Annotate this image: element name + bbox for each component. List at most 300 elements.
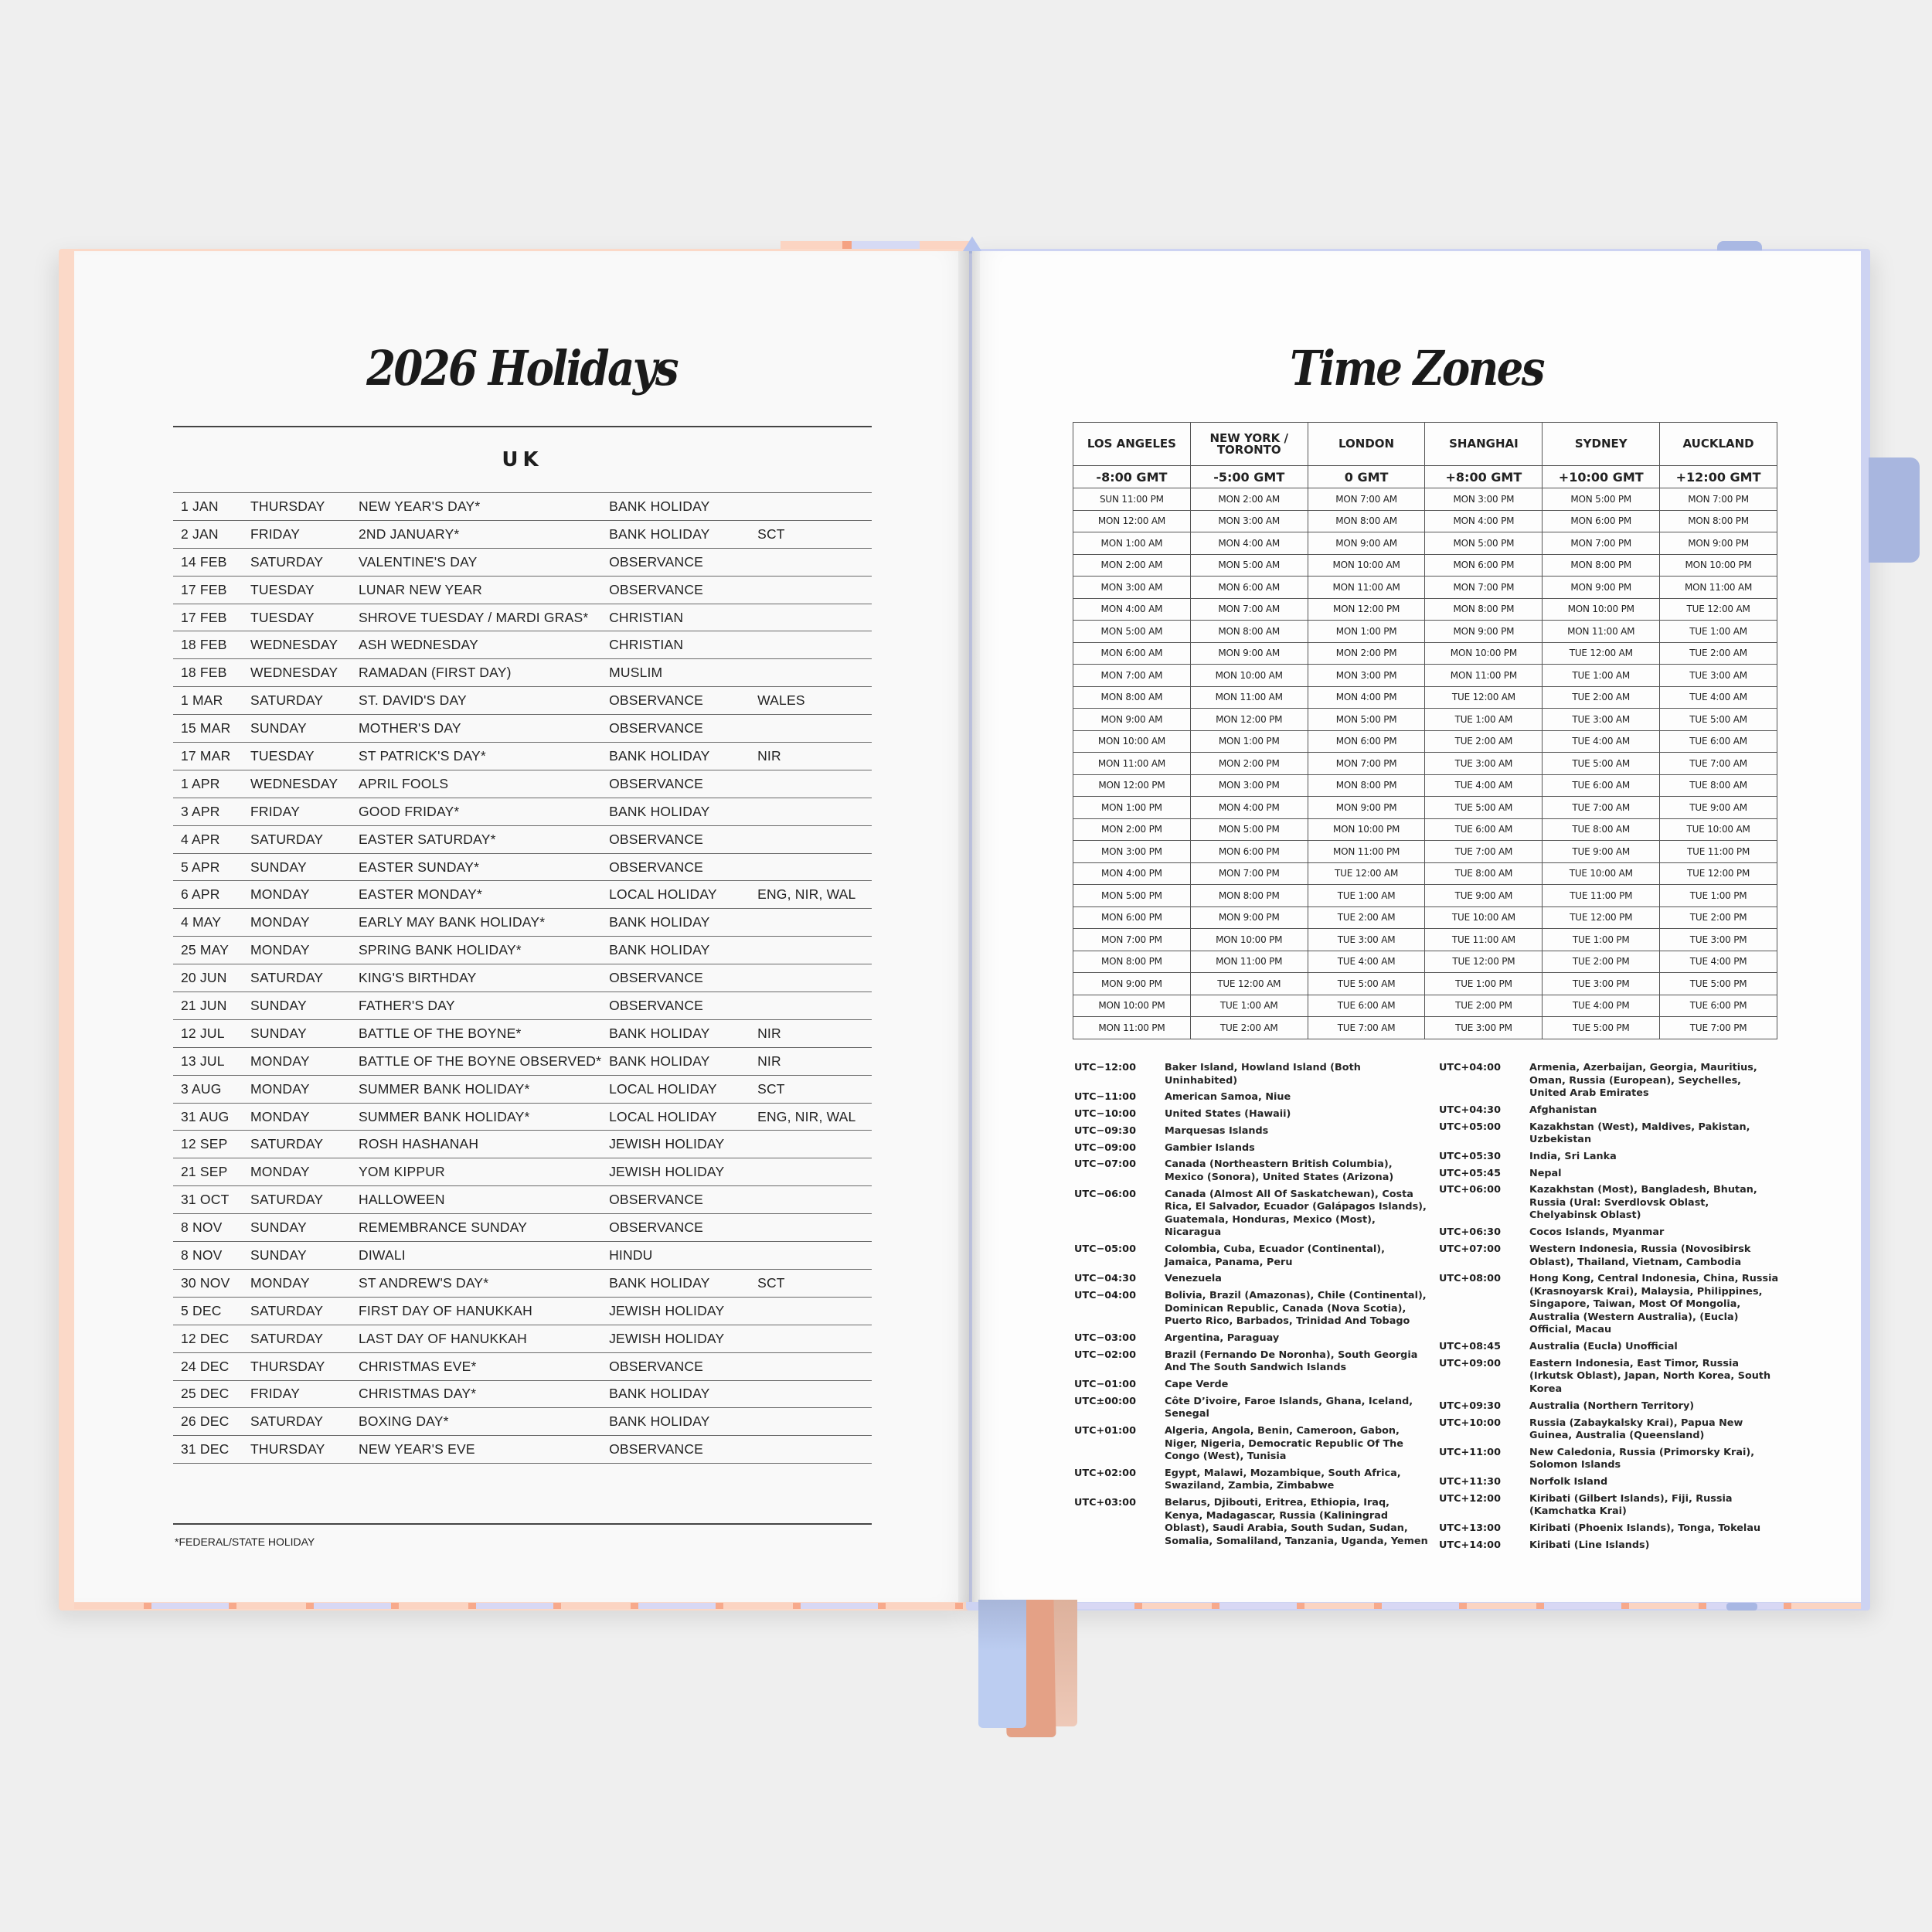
holiday-region: SCT [750, 1269, 872, 1297]
holiday-weekday: MONDAY [243, 937, 351, 964]
holiday-date: 1 JAN [173, 493, 243, 521]
utc-places: Afghanistan [1529, 1104, 1597, 1116]
holiday-name: KING'S BIRTHDAY [351, 964, 601, 992]
utc-entry [1074, 1290, 1430, 1328]
holiday-region [750, 1408, 872, 1436]
time-cell: TUE 5:00 AM [1308, 973, 1425, 995]
holiday-row [173, 1131, 872, 1158]
holiday-type: BANK HOLIDAY [601, 743, 750, 770]
holiday-weekday: SATURDAY [243, 825, 351, 853]
time-cell: TUE 8:00 AM [1425, 862, 1543, 885]
holiday-weekday: SUNDAY [243, 1214, 351, 1242]
time-cell: MON 9:00 AM [1308, 532, 1425, 555]
time-row [1073, 1017, 1777, 1039]
time-cell: TUE 6:00 AM [1660, 730, 1777, 753]
holiday-date: 24 DEC [173, 1352, 243, 1380]
time-cell: MON 9:00 PM [1543, 577, 1660, 599]
time-cell: MON 5:00 PM [1425, 532, 1543, 555]
utc-entry [1439, 1341, 1779, 1354]
holiday-region: SCT [750, 1075, 872, 1103]
time-cell: TUE 12:00 PM [1660, 862, 1777, 885]
time-cell: TUE 2:00 AM [1660, 642, 1777, 665]
time-cell: MON 11:00 PM [1308, 841, 1425, 863]
holiday-row [173, 715, 872, 743]
utc-places: India, Sri Lanka [1529, 1150, 1617, 1162]
holiday-row [173, 992, 872, 1020]
time-cell: TUE 2:00 PM [1660, 906, 1777, 929]
holiday-weekday: MONDAY [243, 881, 351, 909]
utc-places: Kiribati (Phoenix Islands), Tonga, Tokelau [1529, 1522, 1761, 1535]
holiday-name: LUNAR NEW YEAR [351, 576, 601, 604]
holiday-type: OBSERVANCE [601, 1352, 750, 1380]
time-cell: TUE 5:00 AM [1425, 797, 1543, 819]
book-spine [958, 251, 980, 1602]
holiday-date: 31 DEC [173, 1436, 243, 1464]
holiday-name: VALENTINE'S DAY [351, 548, 601, 576]
holiday-name: YOM KIPPUR [351, 1158, 601, 1186]
utc-offset: UTC+01:00 [1074, 1425, 1136, 1437]
holiday-date: 1 MAR [173, 687, 243, 715]
holiday-weekday: MONDAY [243, 1269, 351, 1297]
time-cell: MON 7:00 AM [1190, 598, 1308, 621]
holiday-name: ST PATRICK'S DAY* [351, 743, 601, 770]
time-cell: TUE 1:00 PM [1425, 973, 1543, 995]
holiday-type: JEWISH HOLIDAY [601, 1131, 750, 1158]
time-cell: MON 7:00 PM [1190, 862, 1308, 885]
utc-offset: UTC−07:00 [1074, 1158, 1136, 1171]
time-cell: MON 2:00 AM [1073, 554, 1191, 577]
time-row [1073, 973, 1777, 995]
utc-entry [1074, 1125, 1430, 1138]
utc-entry [1439, 1062, 1779, 1100]
time-cell: TUE 7:00 AM [1660, 753, 1777, 775]
holiday-name: REMEMBRANCE SUNDAY [351, 1214, 601, 1242]
holiday-name: BATTLE OF THE BOYNE OBSERVED* [351, 1047, 601, 1075]
utc-offset: UTC−04:30 [1074, 1273, 1136, 1285]
utc-places: Armenia, Azerbaijan, Georgia, Mauritius, Oman, Russia (European), Seychelles, United Arab Emirates [1529, 1062, 1757, 1099]
holiday-weekday: FRIDAY [243, 520, 351, 548]
utc-entry [1439, 1417, 1779, 1443]
holiday-type: OBSERVANCE [601, 715, 750, 743]
time-cell: TUE 3:00 PM [1543, 973, 1660, 995]
utc-places: Colombia, Cuba, Ecuador (Continental), Jamaica, Panama, Peru [1165, 1243, 1385, 1268]
holiday-region [750, 1436, 872, 1464]
time-cell: MON 8:00 PM [1425, 598, 1543, 621]
holiday-name: GOOD FRIDAY* [351, 798, 601, 825]
time-cell: MON 2:00 PM [1308, 642, 1425, 665]
utc-entry [1074, 1108, 1430, 1121]
holiday-name: LAST DAY OF HANUKKAH [351, 1325, 601, 1352]
holiday-name: 2ND JANUARY* [351, 520, 601, 548]
utc-offset: UTC+04:30 [1439, 1104, 1501, 1116]
holiday-date: 6 APR [173, 881, 243, 909]
time-row [1073, 642, 1777, 665]
holiday-name: FATHER'S DAY [351, 992, 601, 1020]
time-cell: MON 10:00 PM [1308, 818, 1425, 841]
utc-offset: UTC−06:00 [1074, 1188, 1136, 1200]
holiday-type: BANK HOLIDAY [601, 1408, 750, 1436]
utc-entry [1439, 1539, 1779, 1553]
time-cell: MON 6:00 AM [1190, 577, 1308, 599]
time-cell: MON 11:00 PM [1425, 665, 1543, 687]
time-cell: MON 6:00 PM [1425, 554, 1543, 577]
time-cell: TUE 2:00 AM [1425, 730, 1543, 753]
holiday-name: SHROVE TUESDAY / MARDI GRAS* [351, 604, 601, 631]
holiday-row [173, 909, 872, 937]
holiday-row [173, 1214, 872, 1242]
time-cell: TUE 12:00 AM [1308, 862, 1425, 885]
holiday-date: 15 MAR [173, 715, 243, 743]
country-heading: UK [502, 448, 543, 471]
holiday-date: 12 JUL [173, 1019, 243, 1047]
holiday-row [173, 604, 872, 631]
time-cell: MON 4:00 PM [1425, 510, 1543, 532]
holiday-date: 1 APR [173, 770, 243, 798]
holiday-type: BANK HOLIDAY [601, 909, 750, 937]
utc-places: Belarus, Djibouti, Eritrea, Ethiopia, Iraq, Kenya, Madagascar, Russia (Kaliningrad Oblast), Saudi Arabia, South Sudan, Sudan, Somalia, Somaliland, Tanzania, Uganda, Yemen [1165, 1497, 1428, 1547]
time-cell: MON 3:00 PM [1425, 488, 1543, 511]
time-cell: TUE 1:00 AM [1308, 885, 1425, 907]
utc-offset: UTC+06:00 [1439, 1184, 1501, 1196]
time-cell: TUE 2:00 AM [1543, 686, 1660, 709]
holiday-date: 12 SEP [173, 1131, 243, 1158]
gmt-offset: +10:00 GMT [1543, 466, 1660, 488]
holiday-date: 31 OCT [173, 1186, 243, 1214]
holiday-date: 25 DEC [173, 1380, 243, 1408]
holiday-weekday: SATURDAY [243, 1186, 351, 1214]
time-cell: MON 8:00 AM [1073, 686, 1191, 709]
utc-places: Kiribati (Gilbert Islands), Fiji, Russia (Kamchatka Krai) [1529, 1492, 1733, 1518]
holiday-type: OBSERVANCE [601, 1186, 750, 1214]
utc-entry [1439, 1476, 1779, 1489]
time-cell: TUE 7:00 PM [1660, 1017, 1777, 1039]
time-cell: MON 11:00 PM [1190, 951, 1308, 973]
utc-offset: UTC−11:00 [1074, 1091, 1136, 1104]
holiday-name: DIWALI [351, 1242, 601, 1270]
time-row [1073, 665, 1777, 687]
holiday-region [750, 770, 872, 798]
holiday-name: CHRISTMAS EVE* [351, 1352, 601, 1380]
time-row [1073, 774, 1777, 797]
utc-offset: UTC+11:30 [1439, 1476, 1501, 1488]
time-cell: TUE 5:00 AM [1660, 709, 1777, 731]
time-cell: TUE 3:00 AM [1425, 753, 1543, 775]
holiday-region [750, 1325, 872, 1352]
holiday-region: NIR [750, 743, 872, 770]
holiday-region [750, 548, 872, 576]
holiday-weekday: SATURDAY [243, 687, 351, 715]
holiday-weekday: SUNDAY [243, 992, 351, 1020]
holiday-date: 8 NOV [173, 1214, 243, 1242]
utc-entry [1439, 1522, 1779, 1536]
utc-places: Brazil (Fernando De Noronha), South Georgia And The South Sandwich Islands [1165, 1349, 1418, 1374]
holiday-region [750, 604, 872, 631]
time-cell: TUE 2:00 AM [1190, 1017, 1308, 1039]
utc-entry [1439, 1358, 1779, 1396]
page-edge-bottom-left [74, 1603, 963, 1609]
holiday-row [173, 1047, 872, 1075]
time-cell: TUE 11:00 AM [1425, 929, 1543, 951]
holiday-type: BANK HOLIDAY [601, 1269, 750, 1297]
holiday-weekday: MONDAY [243, 1075, 351, 1103]
utc-entry [1439, 1226, 1779, 1240]
time-cell: MON 5:00 AM [1190, 554, 1308, 577]
utc-entry [1074, 1158, 1430, 1184]
time-cell: TUE 10:00 AM [1425, 906, 1543, 929]
holiday-weekday: SUNDAY [243, 1019, 351, 1047]
holiday-row [173, 1186, 872, 1214]
holiday-row [173, 770, 872, 798]
holiday-type: CHRISTIAN [601, 604, 750, 631]
utc-entry [1439, 1168, 1779, 1181]
time-cell: MON 7:00 PM [1660, 488, 1777, 511]
holiday-row [173, 631, 872, 659]
time-cell: TUE 5:00 PM [1543, 1017, 1660, 1039]
utc-places: United States (Hawaii) [1165, 1108, 1291, 1121]
holiday-region [750, 1352, 872, 1380]
holiday-row [173, 1242, 872, 1270]
holiday-name: SUMMER BANK HOLIDAY* [351, 1103, 601, 1131]
time-cell: MON 5:00 PM [1308, 709, 1425, 731]
holiday-row [173, 937, 872, 964]
time-cell: MON 2:00 PM [1190, 753, 1308, 775]
time-cell: TUE 8:00 AM [1543, 818, 1660, 841]
utc-places: Marquesas Islands [1165, 1124, 1269, 1137]
holiday-row [173, 687, 872, 715]
time-cell: TUE 2:00 PM [1543, 951, 1660, 973]
city-header: NEW YORK / TORONTO [1190, 423, 1308, 466]
holiday-date: 12 DEC [173, 1325, 243, 1352]
time-cell: TUE 7:00 AM [1308, 1017, 1425, 1039]
holiday-date: 4 MAY [173, 909, 243, 937]
holiday-type: OBSERVANCE [601, 576, 750, 604]
time-cell: TUE 6:00 AM [1425, 818, 1543, 841]
time-cell: MON 12:00 AM [1073, 510, 1191, 532]
holiday-region: ENG, NIR, WAL [750, 881, 872, 909]
utc-list-right [1439, 1062, 1779, 1556]
city-header: LOS ANGELES [1073, 423, 1191, 466]
time-cell: TUE 3:00 PM [1425, 1017, 1543, 1039]
gmt-offset: +8:00 GMT [1425, 466, 1543, 488]
holiday-type: HINDU [601, 1242, 750, 1270]
time-cell: MON 7:00 AM [1308, 488, 1425, 511]
time-cell: MON 8:00 AM [1190, 621, 1308, 643]
holiday-type: OBSERVANCE [601, 1436, 750, 1464]
bookmark-tab-side[interactable] [1869, 457, 1920, 563]
time-cell: MON 12:00 PM [1190, 709, 1308, 731]
holiday-region [750, 715, 872, 743]
time-cell: TUE 3:00 PM [1660, 929, 1777, 951]
city-header: SYDNEY [1543, 423, 1660, 466]
utc-entry [1074, 1243, 1430, 1269]
utc-offset: UTC−10:00 [1074, 1108, 1136, 1121]
holiday-name: APRIL FOOLS [351, 770, 601, 798]
holiday-weekday: TUESDAY [243, 743, 351, 770]
utc-offset: UTC−04:00 [1074, 1290, 1136, 1302]
divider-top [173, 426, 872, 427]
utc-entry [1074, 1379, 1430, 1392]
page-title-holidays: 2026 Holidays [366, 340, 677, 396]
city-header: SHANGHAI [1425, 423, 1543, 466]
footnote: *FEDERAL/STATE HOLIDAY [175, 1536, 315, 1548]
time-cell: TUE 4:00 AM [1425, 774, 1543, 797]
holiday-weekday: SATURDAY [243, 1408, 351, 1436]
time-cell: TUE 1:00 AM [1190, 995, 1308, 1017]
time-cell: MON 8:00 PM [1073, 951, 1191, 973]
gmt-offset: 0 GMT [1308, 466, 1425, 488]
time-cell: TUE 3:00 AM [1308, 929, 1425, 951]
holiday-region [750, 909, 872, 937]
utc-offset: UTC−09:30 [1074, 1124, 1136, 1137]
holiday-weekday: FRIDAY [243, 1380, 351, 1408]
holiday-type: BANK HOLIDAY [601, 1380, 750, 1408]
holiday-name: NEW YEAR'S EVE [351, 1436, 601, 1464]
time-row [1073, 885, 1777, 907]
holiday-region [750, 1158, 872, 1186]
utc-offset: UTC−03:00 [1074, 1332, 1136, 1344]
holiday-name: ST ANDREW'S DAY* [351, 1269, 601, 1297]
holiday-row [173, 743, 872, 770]
time-cell: MON 9:00 AM [1073, 709, 1191, 731]
time-cell: TUE 12:00 AM [1660, 598, 1777, 621]
time-cell: MON 6:00 PM [1073, 906, 1191, 929]
holiday-date: 26 DEC [173, 1408, 243, 1436]
time-cell: TUE 4:00 PM [1660, 951, 1777, 973]
holiday-region [750, 1297, 872, 1325]
time-cell: TUE 6:00 AM [1308, 995, 1425, 1017]
holiday-type: MUSLIM [601, 659, 750, 687]
time-row [1073, 841, 1777, 863]
time-cell: MON 6:00 PM [1543, 510, 1660, 532]
time-row [1073, 797, 1777, 819]
holiday-weekday: FRIDAY [243, 798, 351, 825]
holiday-region: NIR [750, 1019, 872, 1047]
time-cell: MON 11:00 AM [1308, 577, 1425, 599]
time-cell: TUE 2:00 PM [1425, 995, 1543, 1017]
utc-offset: UTC+12:00 [1439, 1492, 1501, 1505]
time-cell: MON 7:00 PM [1073, 929, 1191, 951]
holiday-date: 17 FEB [173, 576, 243, 604]
utc-places: New Caledonia, Russia (Primorsky Krai), Solomon Islands [1529, 1446, 1755, 1471]
time-cell: TUE 1:00 AM [1543, 665, 1660, 687]
city-header: AUCKLAND [1660, 423, 1777, 466]
holiday-region [750, 1186, 872, 1214]
holiday-date: 3 APR [173, 798, 243, 825]
holiday-region [750, 631, 872, 659]
time-cell: MON 1:00 PM [1308, 621, 1425, 643]
holiday-weekday: MONDAY [243, 1103, 351, 1131]
utc-offset: UTC+13:00 [1439, 1522, 1501, 1535]
bookmark-tab-top[interactable] [1717, 241, 1762, 250]
holiday-weekday: WEDNESDAY [243, 659, 351, 687]
time-cell: MON 7:00 PM [1308, 753, 1425, 775]
utc-places: Gambier Islands [1165, 1141, 1255, 1154]
time-cell: MON 7:00 AM [1073, 665, 1191, 687]
time-cell: MON 9:00 PM [1073, 973, 1191, 995]
page-edge-top-left [781, 241, 974, 249]
utc-places: Kazakhstan (West), Maldives, Pakistan, Uzbekistan [1529, 1121, 1750, 1146]
holiday-row [173, 548, 872, 576]
time-cell: TUE 4:00 AM [1543, 730, 1660, 753]
time-cell: MON 7:00 PM [1543, 532, 1660, 555]
utc-entry [1074, 1497, 1430, 1548]
holiday-row [173, 1352, 872, 1380]
utc-offset: UTC+07:00 [1439, 1243, 1501, 1256]
holiday-date: 17 MAR [173, 743, 243, 770]
utc-entry [1439, 1121, 1779, 1147]
holiday-row [173, 1019, 872, 1047]
time-cell: TUE 11:00 PM [1660, 841, 1777, 863]
holiday-name: HALLOWEEN [351, 1186, 601, 1214]
utc-entry [1074, 1425, 1430, 1464]
time-cell: MON 9:00 PM [1308, 797, 1425, 819]
time-cell: TUE 6:00 PM [1660, 995, 1777, 1017]
time-row [1073, 862, 1777, 885]
holiday-type: BANK HOLIDAY [601, 1019, 750, 1047]
time-cell: MON 5:00 PM [1073, 885, 1191, 907]
holiday-name: MOTHER'S DAY [351, 715, 601, 743]
holiday-weekday: WEDNESDAY [243, 631, 351, 659]
time-cell: MON 11:00 AM [1660, 577, 1777, 599]
utc-entry [1439, 1493, 1779, 1519]
time-cell: TUE 11:00 PM [1543, 885, 1660, 907]
holiday-type: CHRISTIAN [601, 631, 750, 659]
time-row [1073, 510, 1777, 532]
holiday-type: JEWISH HOLIDAY [601, 1325, 750, 1352]
holiday-date: 4 APR [173, 825, 243, 853]
holiday-row [173, 1103, 872, 1131]
time-cell: MON 1:00 PM [1073, 797, 1191, 819]
time-row [1073, 598, 1777, 621]
utc-entry [1074, 1468, 1430, 1493]
time-cell: TUE 5:00 PM [1660, 973, 1777, 995]
time-cell: MON 8:00 PM [1660, 510, 1777, 532]
holiday-row [173, 825, 872, 853]
utc-places: Nepal [1529, 1167, 1562, 1179]
time-cell: TUE 9:00 AM [1425, 885, 1543, 907]
holiday-date: 31 AUG [173, 1103, 243, 1131]
holiday-date: 21 JUN [173, 992, 243, 1020]
holiday-region [750, 1131, 872, 1158]
utc-places: Russia (Zabaykalsky Krai), Papua New Guinea, Australia (Queensland) [1529, 1417, 1743, 1442]
time-cell: TUE 1:00 PM [1543, 929, 1660, 951]
holiday-weekday: MONDAY [243, 1047, 351, 1075]
holiday-weekday: MONDAY [243, 1158, 351, 1186]
holiday-type: OBSERVANCE [601, 964, 750, 992]
holiday-weekday: SUNDAY [243, 1242, 351, 1270]
time-cell: MON 11:00 PM [1073, 1017, 1191, 1039]
holiday-type: BANK HOLIDAY [601, 520, 750, 548]
holiday-type: BANK HOLIDAY [601, 798, 750, 825]
time-cell: MON 4:00 AM [1073, 598, 1191, 621]
ribbon-bookmark-blue[interactable] [978, 1600, 1026, 1728]
time-cell: MON 9:00 PM [1660, 532, 1777, 555]
time-cell: MON 8:00 PM [1543, 554, 1660, 577]
holiday-name: ROSH HASHANAH [351, 1131, 601, 1158]
holiday-name: NEW YEAR'S DAY* [351, 493, 601, 521]
holiday-type: JEWISH HOLIDAY [601, 1158, 750, 1186]
time-cell: MON 3:00 PM [1073, 841, 1191, 863]
holiday-weekday: SUNDAY [243, 853, 351, 881]
time-row [1073, 951, 1777, 973]
time-cell: TUE 12:00 AM [1190, 973, 1308, 995]
holiday-weekday: WEDNESDAY [243, 770, 351, 798]
time-cell: TUE 4:00 AM [1660, 686, 1777, 709]
utc-offset: UTC+04:00 [1439, 1062, 1501, 1073]
holiday-date: 30 NOV [173, 1269, 243, 1297]
holiday-date: 8 NOV [173, 1242, 243, 1270]
holiday-region: ENG, NIR, WAL [750, 1103, 872, 1131]
